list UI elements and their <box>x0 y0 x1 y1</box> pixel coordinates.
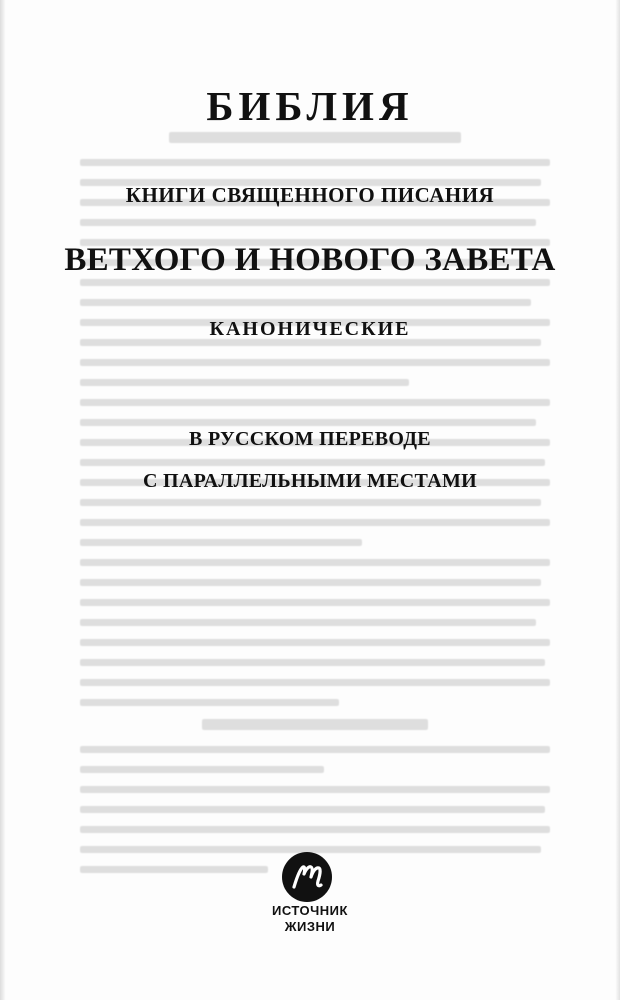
subtitle-testament: ВЕТХОГО И НОВОГО ЗАВЕТА <box>64 242 556 278</box>
page-edge-left <box>0 0 6 1000</box>
publisher-logo-icon <box>281 851 333 903</box>
publisher-name-line1: ИСТОЧНИК <box>272 903 348 918</box>
bleed-through-text <box>80 120 550 910</box>
book-title: БИБЛИЯ <box>206 83 414 129</box>
subtitle-canonical: КАНОНИЧЕСКИЕ <box>209 318 411 340</box>
parallel-passages-note: С ПАРАЛЛЕЛЬНЫМИ МЕСТАМИ <box>143 470 477 492</box>
subtitle-books: КНИГИ СВЯЩЕННОГО ПИСАНИЯ <box>125 183 495 207</box>
page-edge-right <box>615 0 620 1000</box>
translation-note: В РУССКОМ ПЕРЕВОДЕ <box>189 428 431 450</box>
publisher-name-line2: ЖИЗНИ <box>284 919 336 934</box>
